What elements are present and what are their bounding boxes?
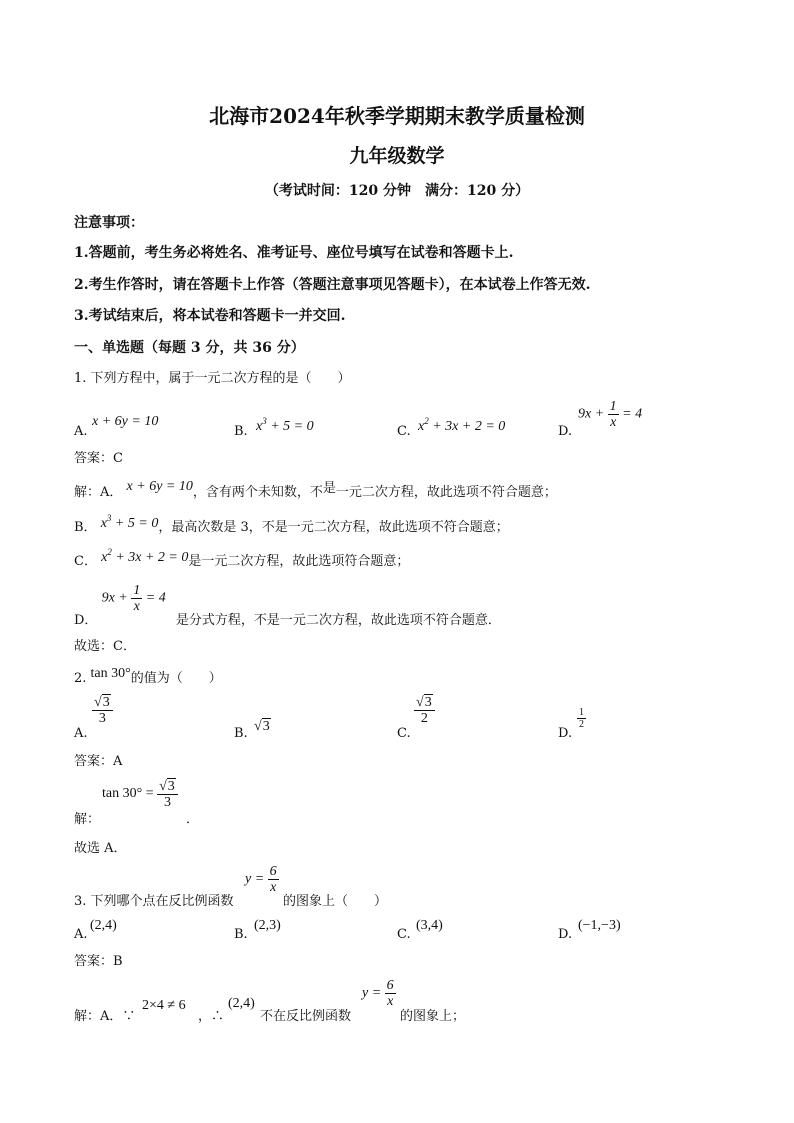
q2-option-a-label: A. <box>74 726 88 741</box>
q2-solution-tail: ． <box>186 812 200 827</box>
q1-option-d-label: D. <box>558 424 573 439</box>
q2-stem: 2. tan 30°的值为（ ） <box>74 666 222 686</box>
q2-solution-expr: tan 30° = $\frac{√3}{3}$ <box>102 778 178 810</box>
q3-solution-text2: 的图象上； <box>400 1009 466 1024</box>
q1-solution-d: D． 9x + $\frac{1}{x}$ = 4 是分式方程，不是一元二次方程，故此选项不符合题意． <box>74 583 501 628</box>
exam-info: （考试时间：120 分钟 满分：120 分） <box>264 183 530 199</box>
q1-stem: 1. 下列方程中，属于一元二次方程的是（ ） <box>74 371 351 386</box>
q3-solution-prefix: 解：A．∵ <box>74 1009 136 1024</box>
q3-option-a-point: (2,4) <box>90 918 117 933</box>
q3-option-c-label: C. <box>397 927 411 942</box>
q3-option-d-label: D. <box>558 927 573 942</box>
q3-solution-text1: 不在反比例函数 <box>260 1009 352 1024</box>
page-title: 北海市2024年秋季学期期末教学质量检测 <box>209 104 585 128</box>
q1-option-b-expr: $x^3 + 5 = 0$ <box>256 416 314 434</box>
q1-conclusion: 故选：C． <box>74 639 136 654</box>
q3-option-b-point: (2,3) <box>254 918 281 933</box>
q2-option-b-expr: √3 <box>254 719 270 734</box>
q1-option-c-expr: $x^2 + 3x + 2 = 0$ <box>418 416 506 434</box>
q3-option-c-point: (3,4) <box>416 918 443 933</box>
page-subtitle: 九年级数学 <box>349 145 445 167</box>
q3-option-d-point: (−1,−3) <box>578 918 621 933</box>
q3-answer: 答案：B <box>74 954 123 969</box>
notes-heading: 注意事项： <box>74 215 144 231</box>
q2-option-d-label: D. <box>558 726 573 741</box>
q1-option-a-expr: x + 6y = 10 <box>92 414 159 429</box>
q1-option-c-label: C. <box>397 424 411 439</box>
q1-solution-a: 解：A． x + 6y = 10，含有两个未知数，不是一元二次方程，故此选项不符合题意； <box>74 479 557 500</box>
q1-option-a-label: A. <box>74 424 88 439</box>
q1-answer: 答案：C <box>74 451 123 466</box>
q2-option-c-label: C. <box>397 726 411 741</box>
q2-option-c-expr: $\frac{√3}{2}$ <box>414 694 435 726</box>
q2-conclusion: 故选 A． <box>74 841 127 856</box>
q1-solution-c: C． $x^2 + 3x + 2 = 0$是一元二次方程，故此选项符合题意； <box>74 547 410 569</box>
q3-solution-mid: ，∴ <box>198 1009 225 1024</box>
q2-option-a-expr: $\frac{√3}{3}$ <box>92 694 113 726</box>
note-item-1: 1.答题前，考生务必将姓名、准考证号、座位号填写在试卷和答题卡上. <box>74 245 514 261</box>
q3-option-b-label: B. <box>234 927 248 942</box>
q3-stem-tail: 的图象上（ ） <box>283 894 388 909</box>
q1-option-b-label: B. <box>234 424 248 439</box>
note-item-3: 3.考试结束后，将本试卷和答题卡一并交回. <box>74 308 346 324</box>
q3-option-a-label: A. <box>74 927 88 942</box>
q1-option-d-expr: 9x + $\frac{1}{x}$ = 4 <box>578 399 643 430</box>
q2-answer: 答案：A <box>74 754 123 769</box>
q2-solution-prefix: 解： <box>74 812 101 827</box>
q3-function-expr: y = $\frac{6}{x}$ <box>245 864 277 895</box>
q2-option-d-expr: $\frac{1}{2}$ <box>579 707 584 730</box>
section-heading: 一、单选题（每题 3 分，共 36 分） <box>74 340 305 356</box>
q2-option-b-label: B. <box>234 726 248 741</box>
q3-solution-function: y = $\frac{6}{x}$ <box>362 978 394 1009</box>
q3-stem-prefix: 3. 下列哪个点在反比例函数 <box>74 894 234 909</box>
q3-solution-point: (2,4) <box>228 996 255 1011</box>
note-item-2: 2.考生作答时，请在答题卡上作答（答题注意事项见答题卡），在本试卷上作答无效. <box>74 277 591 293</box>
q3-solution-expr: 2×4 ≠ 6 <box>142 998 186 1013</box>
q1-solution-b: B． $x^3 + 5 = 0$，最高次数是 3，不是一元二次方程，故此选项不符合题意； <box>74 513 509 535</box>
